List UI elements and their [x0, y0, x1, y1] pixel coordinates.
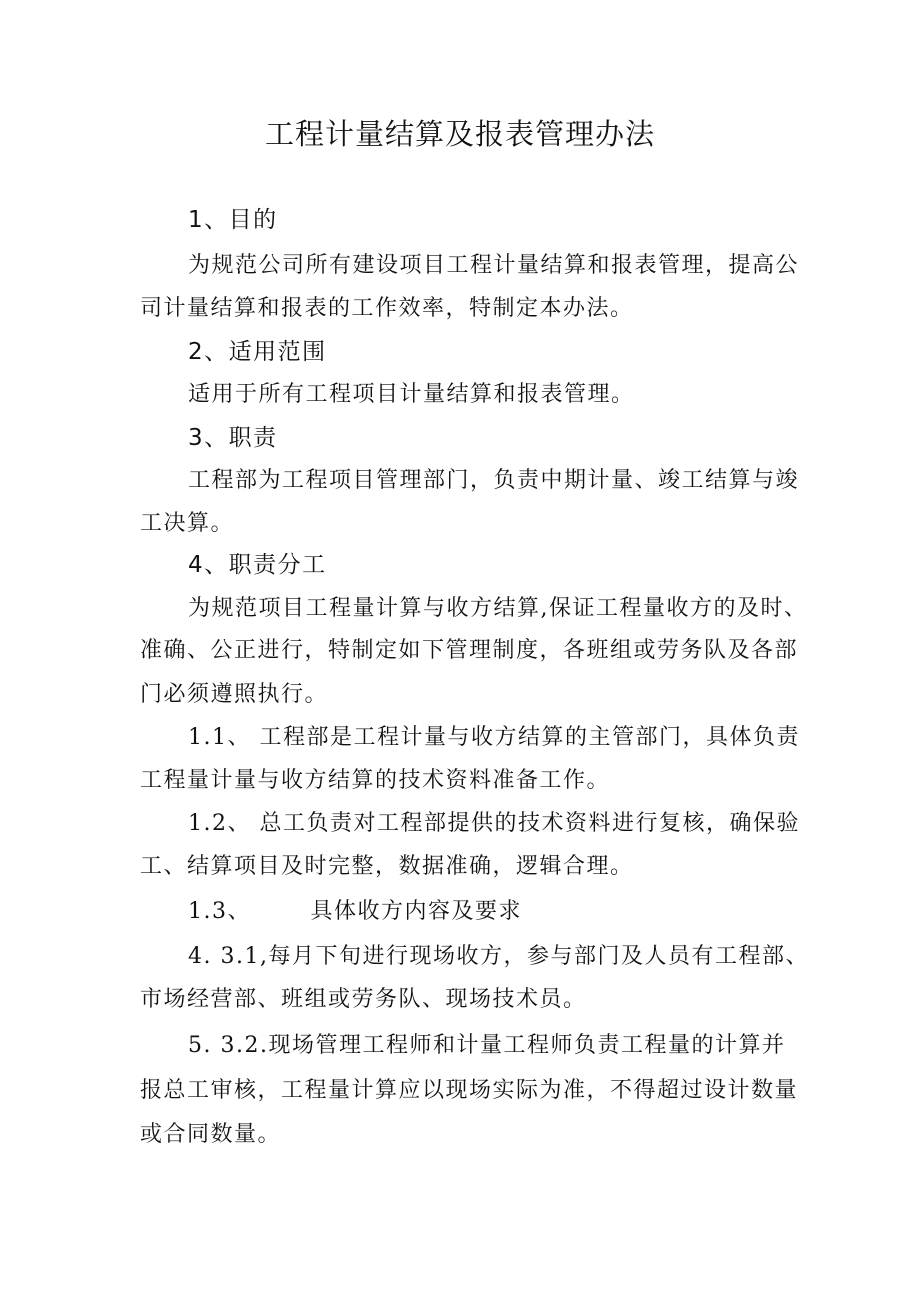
clause-3-2-line: 或合同数量。 — [140, 1122, 282, 1147]
section-2-paragraph-line: 适用于所有工程项目计量结算和报表管理。 — [188, 382, 635, 407]
section-1-paragraph-line: 为规范公司所有建设项目工程计量结算和报表管理，提高公 — [188, 253, 800, 278]
section-1-paragraph-line: 司计量结算和报表的工作效率，特制定本办法。 — [140, 296, 634, 321]
section-3-paragraph-line: 工程部为工程项目管理部门，负责中期计量、竣工结算与竣 — [188, 468, 800, 493]
clause-1-1-line: 工程量计量与收方结算的技术资料准备工作。 — [140, 768, 611, 793]
section-4-paragraph-line: 准确、公正进行，特制定如下管理制度，各班组或劳务队及各部 — [140, 638, 799, 663]
clause-1-2-line: 1.2、 总工负责对工程部提供的技术资料进行复核，确保验 — [188, 811, 800, 836]
section-4-paragraph-line: 为规范项目工程量计算与收方结算,保证工程量收方的及时、 — [188, 596, 808, 621]
section-3-heading: 3、职责 — [188, 425, 278, 451]
section-4-paragraph-line: 门必须遵照执行。 — [140, 682, 329, 707]
page-title: 工程计量结算及报表管理办法 — [264, 117, 655, 151]
clause-3-1-line: 市场经营部、班组或劳务队、现场技术员。 — [140, 987, 587, 1012]
clause-1-2-line: 工、结算项目及时完整，数据准确，逻辑合理。 — [140, 854, 634, 879]
clause-1-3-line: 1.3、 具体收方内容及要求 — [188, 899, 522, 924]
section-3-paragraph-line: 工决算。 — [140, 511, 235, 536]
clause-3-2-line: 5. 3.2.现场管理工程师和计量工程师负责工程量的计算并 — [188, 1033, 786, 1058]
section-2-heading: 2、适用范围 — [188, 339, 327, 365]
section-4-heading: 4、职责分工 — [188, 552, 327, 578]
section-1-heading: 1、目的 — [188, 207, 278, 233]
clause-3-2-line: 报总工审核，工程量计算应以现场实际为准，不得超过设计数量 — [140, 1078, 799, 1103]
clause-1-1-line: 1.1、 工程部是工程计量与收方结算的主管部门，具体负责 — [188, 725, 800, 750]
clause-3-1-line: 4. 3.1,每月下旬进行现场收方，参与部门及人员有工程部、 — [188, 944, 809, 969]
